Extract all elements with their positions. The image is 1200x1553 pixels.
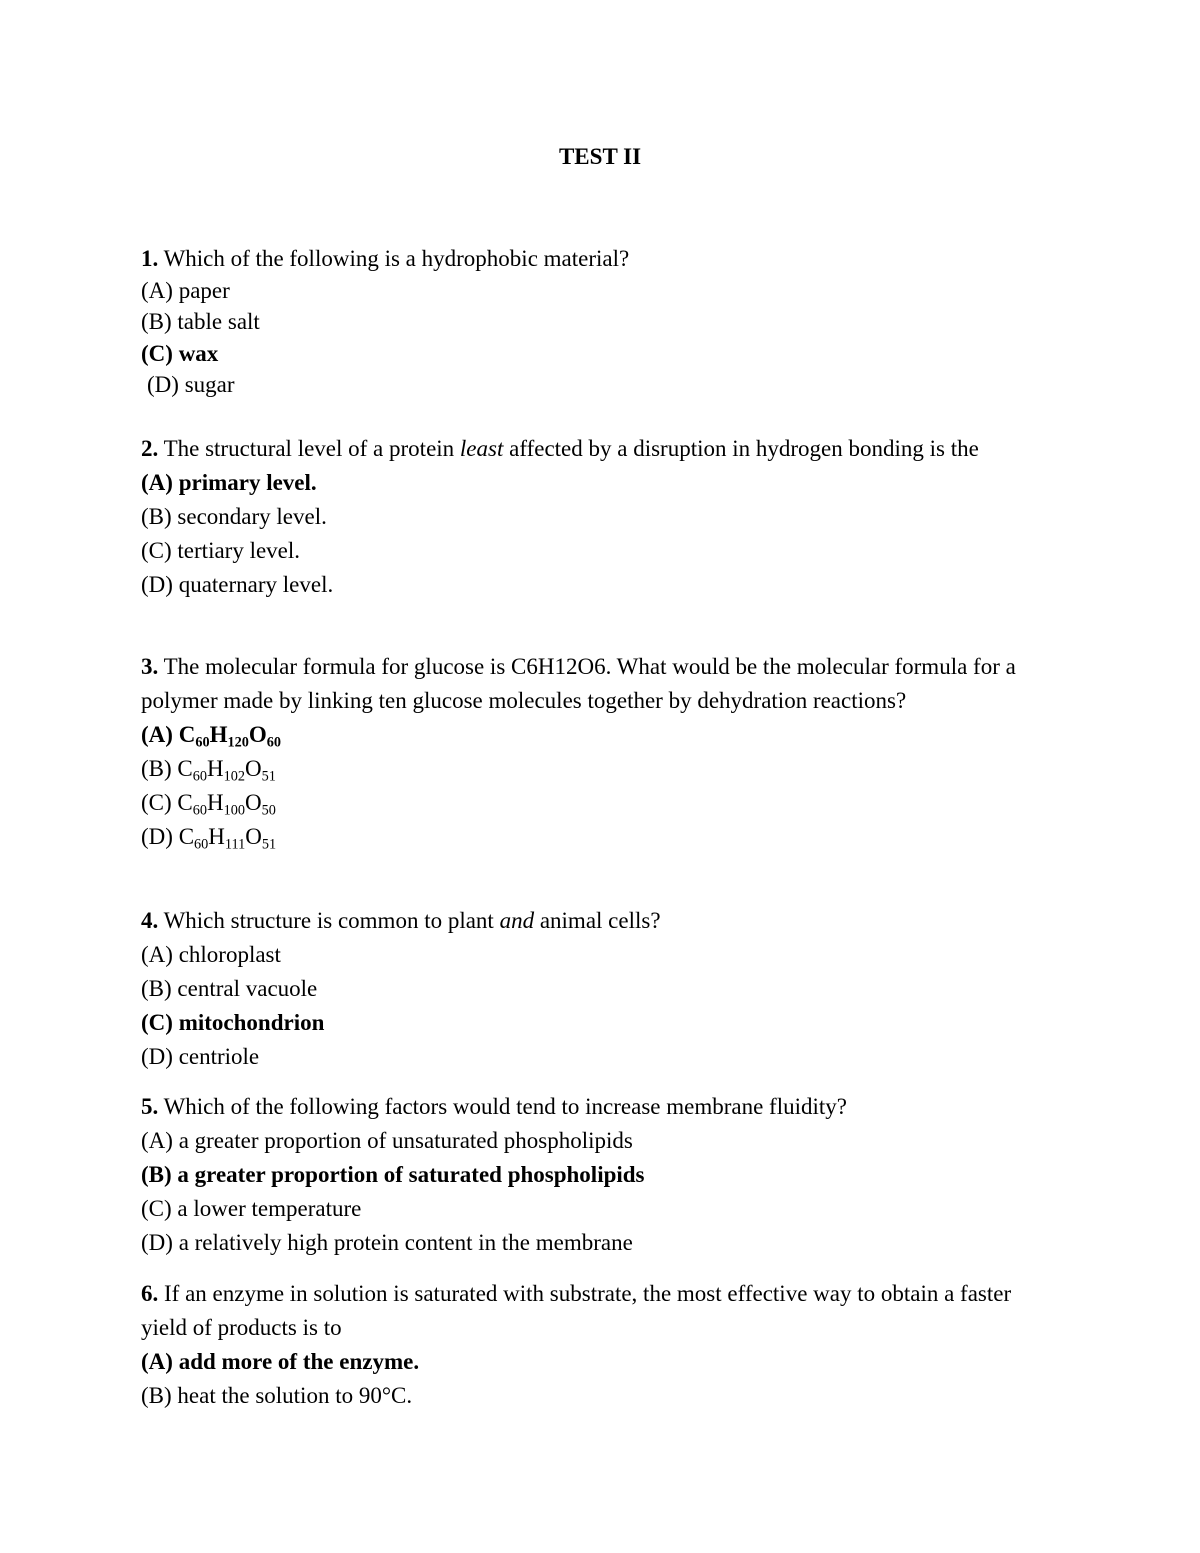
option-letter: (A) xyxy=(141,1128,173,1153)
question-stem xyxy=(141,243,1061,275)
option-text: mitochondrion xyxy=(172,1010,325,1035)
option-text: paper xyxy=(172,277,230,303)
option-letter: (A) xyxy=(141,1349,173,1374)
option-a xyxy=(141,938,1061,972)
option-a-correct xyxy=(141,718,1061,752)
option-letter: (D) xyxy=(147,372,179,397)
question-stem xyxy=(141,1090,1061,1124)
question-5 xyxy=(141,1090,1061,1260)
option-c xyxy=(141,786,1061,820)
question-stem xyxy=(141,904,1061,938)
option-c-correct xyxy=(141,338,1061,370)
question-number: 5. xyxy=(141,1094,159,1119)
option-a-correct xyxy=(141,1345,1061,1379)
question-1 xyxy=(141,243,1061,401)
question-2 xyxy=(141,432,1061,602)
option-text: quaternary level. xyxy=(172,572,334,597)
option-letter: (A) xyxy=(141,277,173,303)
question-6 xyxy=(141,1277,1061,1413)
option-letter: (C) xyxy=(141,1010,173,1035)
question-number: 6. xyxy=(141,1281,159,1306)
option-letter: (A) xyxy=(141,722,173,747)
option-c xyxy=(141,534,1061,568)
question-number: 1. xyxy=(141,246,159,271)
option-c-correct xyxy=(141,1006,1061,1040)
question-text: affected by a disruption in hydrogen bonding is the xyxy=(503,436,979,461)
option-letter: (B) xyxy=(141,504,172,529)
question-number: 2. xyxy=(141,436,159,461)
chemical-formula: $C_{60}H_{120}O_{60}$ xyxy=(178,722,281,751)
option-b xyxy=(141,500,1061,534)
option-letter: (A) xyxy=(141,470,173,495)
option-letter: (C) xyxy=(141,340,173,366)
emphasis-text: and xyxy=(499,908,535,933)
page-title: TEST II xyxy=(558,144,642,169)
option-text: tertiary level. xyxy=(171,538,301,563)
option-letter: (A) xyxy=(141,942,173,967)
option-letter: (C) xyxy=(141,790,172,815)
option-text: a lower temperature xyxy=(171,1196,362,1221)
option-text: wax xyxy=(172,340,219,366)
option-a-correct xyxy=(141,466,1061,500)
option-letter: (B) xyxy=(141,1162,172,1187)
option-letter: (D) xyxy=(141,572,173,597)
question-stem xyxy=(141,650,1061,718)
question-stem xyxy=(141,432,1061,466)
option-letter: (B) xyxy=(141,976,172,1001)
question-text: Which of the following is a hydrophobic material? xyxy=(158,246,630,271)
option-text: a greater proportion of saturated phospholipids xyxy=(171,1162,645,1187)
option-letter: (C) xyxy=(141,1196,172,1221)
question-number: 3. xyxy=(141,654,159,679)
option-text: centriole xyxy=(172,1044,260,1069)
option-d xyxy=(141,820,1061,854)
question-text: animal cells? xyxy=(534,908,661,933)
option-letter: (B) xyxy=(141,309,172,334)
option-d xyxy=(141,1040,1061,1074)
option-b xyxy=(141,306,1061,338)
option-text: a relatively high protein content in the membrane xyxy=(172,1230,633,1255)
option-c xyxy=(141,1192,1061,1226)
emphasis-text: least xyxy=(459,436,504,461)
chemical-formula: $C_{60}H_{102}O_{51}$ xyxy=(177,756,276,785)
option-letter: (C) xyxy=(141,538,172,563)
option-text: secondary level. xyxy=(171,504,327,529)
option-a xyxy=(141,1124,1061,1158)
chemical-formula: $C_{60}H_{100}O_{50}$ xyxy=(177,790,276,819)
question-text: If an enzyme in solution is saturated with substrate, the most effective way to obtain a faster yield of products is to xyxy=(141,1281,1012,1340)
option-text: primary level. xyxy=(172,470,317,495)
question-text: The structural level of a protein xyxy=(158,436,460,461)
option-letter: (B) xyxy=(141,1383,172,1408)
option-letter: (D) xyxy=(141,824,173,849)
question-text: The molecular formula for glucose is C6H12O6. What would be the molecular formula for a polymer made by linking ten glucose molecules together by dehydration reactions? xyxy=(141,654,1016,713)
option-d xyxy=(141,369,1061,401)
question-3 xyxy=(141,650,1061,854)
option-text: add more of the enzyme. xyxy=(172,1349,420,1374)
option-text: sugar xyxy=(178,372,235,397)
question-4 xyxy=(141,904,1061,1074)
option-letter: (D) xyxy=(141,1230,173,1255)
question-text: Which of the following factors would tend to increase membrane fluidity? xyxy=(158,1094,847,1119)
option-letter: (D) xyxy=(141,1044,173,1069)
question-number: 4. xyxy=(141,908,159,933)
option-d xyxy=(141,1226,1061,1260)
option-text: table salt xyxy=(171,309,260,334)
option-b xyxy=(141,1379,1061,1413)
option-b xyxy=(141,972,1061,1006)
option-a xyxy=(141,275,1061,307)
option-text: a greater proportion of unsaturated phospholipids xyxy=(172,1128,633,1153)
question-stem xyxy=(141,1277,1061,1345)
option-b-correct xyxy=(141,1158,1061,1192)
question-text: Which structure is common to plant xyxy=(158,908,500,933)
option-text: chloroplast xyxy=(172,942,281,967)
option-b xyxy=(141,752,1061,786)
option-d xyxy=(141,568,1061,602)
option-letter: (B) xyxy=(141,756,172,781)
option-text: central vacuole xyxy=(171,976,318,1001)
chemical-formula: $C_{60}H_{111}O_{51}$ xyxy=(178,824,277,853)
option-text: heat the solution to 90°C. xyxy=(171,1383,413,1408)
